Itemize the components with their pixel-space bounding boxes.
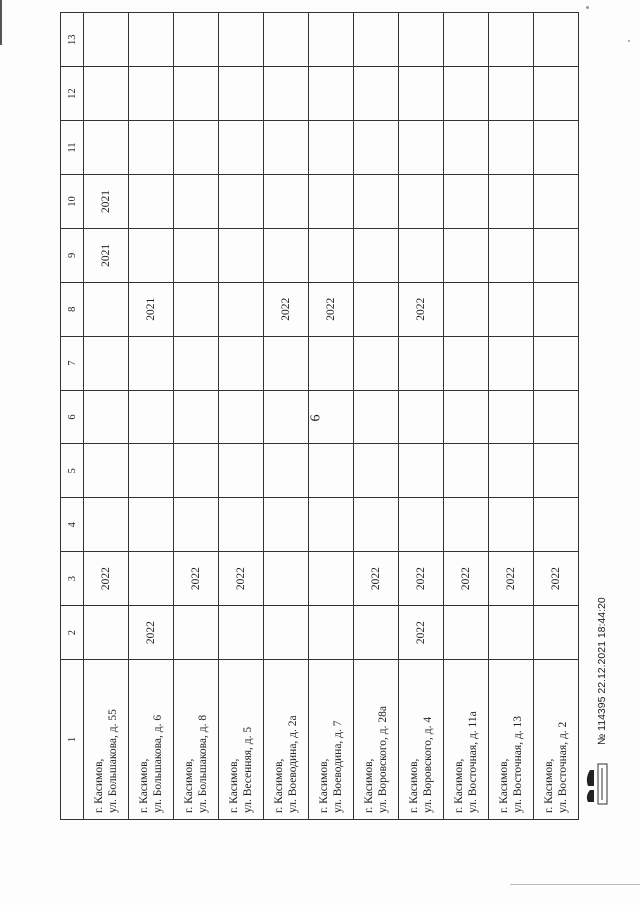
address-cell bbox=[264, 660, 309, 820]
year-cell bbox=[489, 121, 534, 175]
year-cell bbox=[354, 228, 399, 282]
year-cell bbox=[309, 390, 354, 444]
year-cell bbox=[84, 498, 129, 552]
year-cell bbox=[129, 13, 174, 67]
table-row bbox=[219, 13, 264, 820]
year-cell bbox=[264, 390, 309, 444]
scan-speck bbox=[628, 40, 630, 42]
address-cell bbox=[489, 660, 534, 820]
address-city: г. Касимов, bbox=[318, 758, 330, 813]
year-cell bbox=[264, 67, 309, 121]
header-cell: 3 bbox=[61, 552, 84, 606]
year-cell bbox=[84, 444, 129, 498]
year-cell bbox=[354, 606, 399, 660]
year-cell bbox=[489, 606, 534, 660]
year-cell bbox=[219, 228, 264, 282]
table-row bbox=[309, 13, 354, 820]
year-cell bbox=[264, 444, 309, 498]
address-city: г. Касимов, bbox=[543, 758, 555, 813]
scan-speck bbox=[586, 6, 589, 9]
header-cell: 6 bbox=[61, 390, 84, 444]
year-cell bbox=[84, 121, 129, 175]
header-cell: 9 bbox=[61, 228, 84, 282]
year-cell bbox=[489, 444, 534, 498]
year-cell bbox=[489, 336, 534, 390]
year-cell: 2022 bbox=[399, 282, 444, 336]
address-street: ул. Воровского, д. 28а bbox=[377, 705, 389, 813]
year-cell bbox=[174, 444, 219, 498]
year-cell bbox=[444, 67, 489, 121]
year-cell bbox=[534, 444, 579, 498]
year-cell bbox=[309, 228, 354, 282]
address-cell bbox=[444, 660, 489, 820]
table-row bbox=[354, 13, 399, 820]
table-row bbox=[129, 13, 174, 820]
address-cell bbox=[174, 660, 219, 820]
year-cell bbox=[534, 67, 579, 121]
year-cell bbox=[534, 606, 579, 660]
table-row bbox=[264, 13, 309, 820]
address-street: ул. Воеводина, д. 7 bbox=[332, 720, 344, 813]
address-street: ул. Восточная, д. 2 bbox=[557, 721, 569, 813]
year-cell bbox=[84, 67, 129, 121]
year-cell bbox=[219, 444, 264, 498]
year-cell bbox=[489, 13, 534, 67]
address-street: ул. Воеводина, д. 2а bbox=[287, 715, 299, 813]
document-registration-note: № 114395 22.12.2021 18:44:20 bbox=[596, 597, 608, 745]
year-cell bbox=[354, 390, 399, 444]
year-cell bbox=[534, 228, 579, 282]
year-cell: 2022 bbox=[534, 552, 579, 606]
year-cell: 2022 bbox=[84, 552, 129, 606]
year-cell: 2022 bbox=[444, 552, 489, 606]
year-cell bbox=[399, 121, 444, 175]
year-cell bbox=[354, 282, 399, 336]
year-cell bbox=[219, 121, 264, 175]
year-cell: 2022 bbox=[399, 606, 444, 660]
year-cell bbox=[354, 174, 399, 228]
year-cell bbox=[219, 13, 264, 67]
year-cell bbox=[84, 390, 129, 444]
address-street: ул. Большакова, д. 6 bbox=[152, 714, 164, 813]
year-cell bbox=[264, 13, 309, 67]
year-cell bbox=[399, 67, 444, 121]
year-cell bbox=[444, 228, 489, 282]
schedule-table bbox=[60, 12, 579, 820]
address-city: г. Касимов, bbox=[228, 758, 240, 813]
year-cell: 2022 bbox=[129, 606, 174, 660]
year-cell bbox=[129, 552, 174, 606]
year-cell bbox=[399, 498, 444, 552]
year-cell bbox=[264, 228, 309, 282]
header-cell: 5 bbox=[61, 444, 84, 498]
header-cell: 1 bbox=[61, 660, 84, 820]
address-street: ул. Восточная, д. 13 bbox=[512, 715, 524, 813]
year-cell bbox=[174, 282, 219, 336]
year-cell bbox=[534, 174, 579, 228]
year-cell bbox=[309, 552, 354, 606]
table-row bbox=[84, 13, 129, 820]
address-street: ул. Воровского, д. 4 bbox=[422, 716, 434, 813]
year-cell bbox=[534, 498, 579, 552]
year-cell bbox=[534, 282, 579, 336]
year-cell bbox=[309, 13, 354, 67]
header-cell: 12 bbox=[61, 67, 84, 121]
year-cell bbox=[264, 336, 309, 390]
year-cell: 2022 bbox=[174, 552, 219, 606]
address-city: г. Касимов, bbox=[498, 758, 510, 813]
year-cell bbox=[309, 498, 354, 552]
year-cell bbox=[354, 67, 399, 121]
header-row bbox=[61, 13, 84, 820]
year-cell bbox=[489, 174, 534, 228]
year-cell bbox=[534, 336, 579, 390]
year-cell bbox=[399, 390, 444, 444]
year-cell bbox=[129, 444, 174, 498]
year-cell bbox=[84, 13, 129, 67]
year-cell bbox=[534, 13, 579, 67]
address-cell bbox=[534, 660, 579, 820]
year-cell bbox=[84, 606, 129, 660]
header-cell: 11 bbox=[61, 121, 84, 175]
electronic-signature-stamp bbox=[584, 760, 610, 810]
address-street: ул. Весенняя, д. 5 bbox=[242, 726, 254, 813]
year-cell: 2021 bbox=[84, 174, 129, 228]
year-cell bbox=[129, 228, 174, 282]
year-cell bbox=[219, 174, 264, 228]
address-cell bbox=[309, 660, 354, 820]
year-cell bbox=[309, 606, 354, 660]
year-cell bbox=[219, 282, 264, 336]
year-cell bbox=[399, 13, 444, 67]
year-cell bbox=[489, 228, 534, 282]
schedule-table-container bbox=[60, 30, 569, 820]
year-cell bbox=[534, 121, 579, 175]
year-cell bbox=[354, 444, 399, 498]
year-cell: 2021 bbox=[129, 282, 174, 336]
year-cell bbox=[174, 174, 219, 228]
year-cell bbox=[219, 606, 264, 660]
address-street: ул. Большакова, д. 55 bbox=[107, 709, 119, 813]
year-cell bbox=[174, 390, 219, 444]
year-cell bbox=[489, 498, 534, 552]
year-cell bbox=[534, 390, 579, 444]
year-cell bbox=[129, 336, 174, 390]
year-cell bbox=[444, 121, 489, 175]
year-cell bbox=[444, 606, 489, 660]
header-cell: 2 bbox=[61, 606, 84, 660]
address-cell bbox=[219, 660, 264, 820]
year-cell: 2022 bbox=[309, 282, 354, 336]
year-cell bbox=[444, 336, 489, 390]
year-cell bbox=[174, 228, 219, 282]
year-cell bbox=[264, 606, 309, 660]
page-number: 6 bbox=[308, 414, 324, 422]
year-cell bbox=[309, 336, 354, 390]
table-row bbox=[174, 13, 219, 820]
address-cell bbox=[84, 660, 129, 820]
address-street: ул. Восточная, д. 11а bbox=[467, 711, 479, 813]
year-cell bbox=[84, 282, 129, 336]
year-cell bbox=[129, 390, 174, 444]
address-city: г. Касимов, bbox=[363, 758, 375, 813]
year-cell bbox=[444, 13, 489, 67]
address-city: г. Касимов, bbox=[408, 758, 420, 813]
year-cell: 2022 bbox=[399, 552, 444, 606]
year-cell bbox=[174, 13, 219, 67]
header-cell: 10 bbox=[61, 174, 84, 228]
year-cell bbox=[174, 336, 219, 390]
address-street: ул. Большакова, д. 8 bbox=[197, 714, 209, 813]
scan-edge-line bbox=[510, 884, 640, 885]
year-cell bbox=[399, 228, 444, 282]
table-row bbox=[489, 13, 534, 820]
year-cell bbox=[264, 498, 309, 552]
address-cell bbox=[399, 660, 444, 820]
year-cell bbox=[219, 390, 264, 444]
year-cell bbox=[444, 174, 489, 228]
year-cell bbox=[489, 282, 534, 336]
year-cell bbox=[219, 336, 264, 390]
year-cell bbox=[444, 444, 489, 498]
year-cell bbox=[264, 174, 309, 228]
year-cell: 2022 bbox=[264, 282, 309, 336]
year-cell bbox=[444, 498, 489, 552]
year-cell: 2022 bbox=[219, 552, 264, 606]
year-cell bbox=[354, 13, 399, 67]
header-cell: 4 bbox=[61, 498, 84, 552]
header-cell: 7 bbox=[61, 336, 84, 390]
year-cell bbox=[264, 552, 309, 606]
year-cell bbox=[309, 174, 354, 228]
year-cell bbox=[489, 67, 534, 121]
address-city: г. Касимов, bbox=[138, 758, 150, 813]
year-cell bbox=[174, 606, 219, 660]
year-cell bbox=[129, 67, 174, 121]
table-row bbox=[399, 13, 444, 820]
table-row bbox=[534, 13, 579, 820]
year-cell bbox=[219, 498, 264, 552]
year-cell bbox=[489, 390, 534, 444]
year-cell bbox=[174, 67, 219, 121]
scan-edge-mark bbox=[0, 0, 2, 45]
year-cell bbox=[129, 498, 174, 552]
table-row bbox=[444, 13, 489, 820]
year-cell bbox=[444, 282, 489, 336]
year-cell bbox=[399, 174, 444, 228]
year-cell bbox=[174, 121, 219, 175]
year-cell bbox=[219, 67, 264, 121]
year-cell bbox=[129, 121, 174, 175]
year-cell: 2021 bbox=[84, 228, 129, 282]
year-cell bbox=[309, 121, 354, 175]
address-cell bbox=[129, 660, 174, 820]
year-cell: 2022 bbox=[354, 552, 399, 606]
year-cell bbox=[264, 121, 309, 175]
year-cell bbox=[174, 498, 219, 552]
year-cell bbox=[399, 444, 444, 498]
year-cell bbox=[309, 444, 354, 498]
header-cell: 13 bbox=[61, 13, 84, 67]
address-cell bbox=[354, 660, 399, 820]
year-cell bbox=[444, 390, 489, 444]
year-cell bbox=[129, 174, 174, 228]
year-cell bbox=[309, 67, 354, 121]
address-city: г. Касимов, bbox=[183, 758, 195, 813]
address-city: г. Касимов, bbox=[273, 758, 285, 813]
year-cell bbox=[84, 336, 129, 390]
year-cell bbox=[399, 336, 444, 390]
header-cell: 8 bbox=[61, 282, 84, 336]
year-cell bbox=[354, 498, 399, 552]
year-cell: 2022 bbox=[489, 552, 534, 606]
year-cell bbox=[354, 121, 399, 175]
year-cell bbox=[354, 336, 399, 390]
address-city: г. Касимов, bbox=[453, 758, 465, 813]
address-city: г. Касимов, bbox=[93, 758, 105, 813]
